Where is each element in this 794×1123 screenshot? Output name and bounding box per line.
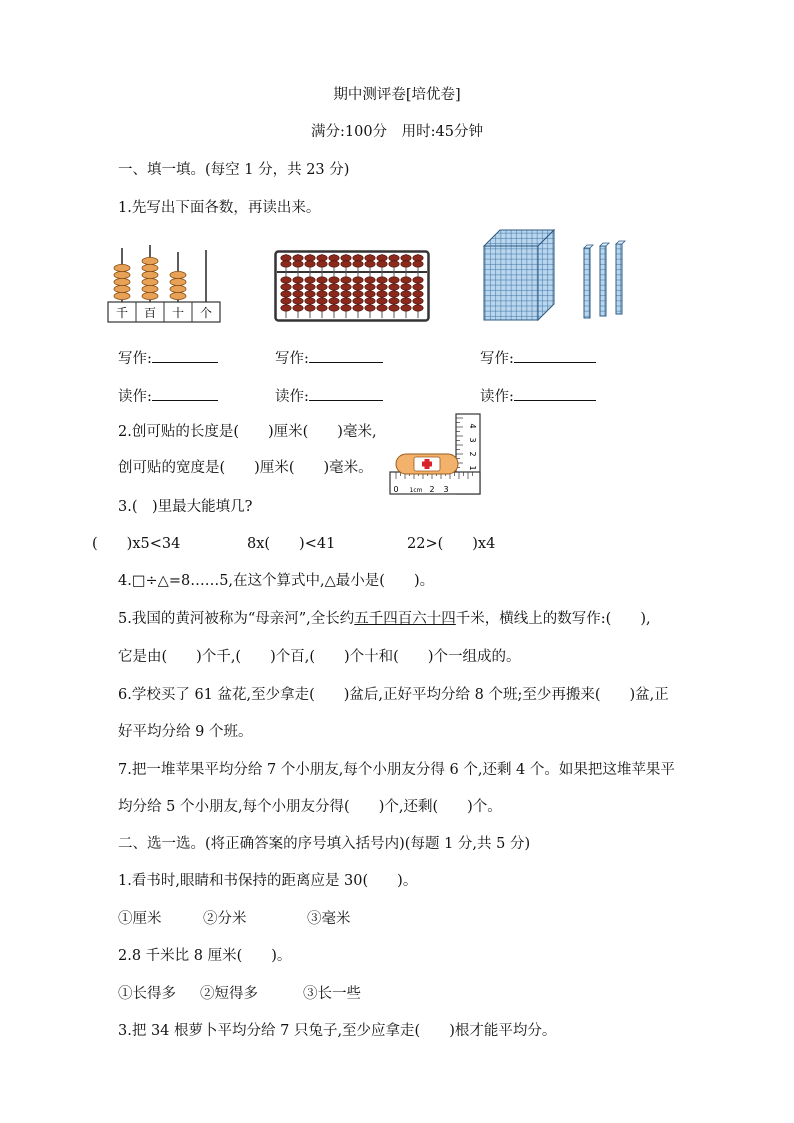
question-6-line-2: 好平均分给 9 个班。 bbox=[118, 724, 253, 740]
s2-q1-option-1: ①厘米 bbox=[118, 911, 162, 927]
q5-pre: 5.我国的黄河被称为“母亲河”,全长约 bbox=[118, 611, 355, 627]
abacus-label-ge: 个 bbox=[199, 306, 213, 320]
write-label: 写作: bbox=[118, 351, 152, 367]
question-5-line-1 bbox=[118, 609, 651, 629]
s2-q2-option-3: ③长一些 bbox=[303, 986, 361, 1002]
write-row-3 bbox=[480, 347, 596, 369]
read-blank-2[interactable] bbox=[309, 385, 383, 401]
question-2-line-2: 创可贴的宽度是( )厘米( )毫米。 bbox=[118, 460, 373, 476]
read-row-1 bbox=[118, 385, 218, 407]
abacus-label-shi: 十 bbox=[171, 306, 185, 320]
read-blank-1[interactable] bbox=[152, 385, 218, 401]
question-1-text: 1.先写出下面各数，再读出来。 bbox=[118, 200, 321, 216]
write-label: 写作: bbox=[275, 351, 309, 367]
read-label: 读作: bbox=[275, 389, 309, 405]
ruler-h-label-2: 2 bbox=[429, 485, 435, 494]
ruler-v-label-2: 2 bbox=[468, 451, 477, 457]
question-7-line-2: 均分给 5 个小朋友,每个小朋友分得( )个,还剩( )个。 bbox=[118, 799, 502, 815]
write-blank-3[interactable] bbox=[514, 347, 596, 363]
suanpan-abacus-illustration bbox=[274, 250, 430, 322]
question-4-text: 4.□÷△=8……5,在这个算式中,△最小是( )。 bbox=[118, 573, 435, 589]
s2-q2-option-1: ①长得多 bbox=[118, 986, 176, 1002]
read-label: 读作: bbox=[480, 389, 514, 405]
base-ten-blocks-illustration bbox=[480, 228, 630, 322]
abacus-label-qian: 千 bbox=[115, 306, 129, 320]
question-3-text: 3.( )里最大能填几? bbox=[118, 499, 253, 515]
s2-question-2-text: 2.8 千米比 8 厘米( )。 bbox=[118, 948, 292, 964]
ruler-v-label-1: 1 bbox=[468, 465, 477, 471]
write-blank-1[interactable] bbox=[152, 347, 218, 363]
read-label: 读作: bbox=[118, 389, 152, 405]
ruler-v-label-4: 4 bbox=[468, 423, 477, 429]
q3-item-2: 8x( )<41 bbox=[247, 536, 336, 552]
s2-q1-option-2: ②分米 bbox=[203, 911, 247, 927]
s2-q1-option-3: ③毫米 bbox=[307, 911, 351, 927]
bandage-ruler-illustration bbox=[386, 410, 486, 498]
write-row-2 bbox=[275, 347, 383, 369]
page-subtitle: 满分:100分 用时:45分钟 bbox=[311, 124, 483, 140]
question-5-line-2: 它是由( )个千,( )个百,( )个十和( )个一组成的。 bbox=[118, 649, 521, 665]
q3-item-3: 22>( )x4 bbox=[407, 536, 496, 552]
section-1-heading: 一、填一填。(每空 1 分，共 23 分) bbox=[118, 162, 350, 178]
question-2-line-1: 2.创可贴的长度是( )厘米( )毫米, bbox=[118, 424, 377, 440]
write-label: 写作: bbox=[480, 351, 514, 367]
question-6-line-1: 6.学校买了 61 盆花,至少拿走( )盆后,正好平均分给 8 个班;至少再搬来( )盆,正 bbox=[118, 687, 669, 703]
s2-question-1-text: 1.看书时,眼睛和书保持的距离应是 30( )。 bbox=[118, 873, 418, 889]
ruler-h-label-3: 3 bbox=[443, 485, 449, 494]
page-title: 期中测评卷[培优卷] bbox=[333, 87, 461, 103]
q3-item-1: ( )x5<34 bbox=[92, 536, 181, 552]
ruler-h-label-1cm: 1cm bbox=[409, 487, 423, 494]
ruler-v-label-3: 3 bbox=[468, 437, 477, 443]
write-blank-2[interactable] bbox=[309, 347, 383, 363]
counting-frame-illustration bbox=[104, 240, 224, 324]
question-7-line-1: 7.把一堆苹果平均分给 7 个小朋友,每个小朋友分得 6 个,还剩 4 个。如果把这堆苹果平 bbox=[118, 762, 675, 778]
ruler-h-label-0: 0 bbox=[393, 485, 399, 494]
q5-underlined-number: 五千四百六十四 bbox=[354, 611, 456, 627]
q5-post: 千米，横线上的数写作:( ), bbox=[455, 611, 651, 627]
abacus-label-bai: 百 bbox=[143, 306, 157, 320]
read-blank-3[interactable] bbox=[514, 385, 596, 401]
read-row-2 bbox=[275, 385, 383, 407]
section-2-heading: 二、选一选。(将正确答案的序号填入括号内)(每题 1 分,共 5 分) bbox=[118, 836, 531, 852]
s2-q2-option-2: ②短得多 bbox=[200, 986, 258, 1002]
s2-question-3-text: 3.把 34 根萝卜平均分给 7 只兔子,至少应拿走( )根才能平均分。 bbox=[118, 1023, 557, 1039]
read-row-3 bbox=[480, 385, 596, 407]
write-row-1 bbox=[118, 347, 218, 369]
